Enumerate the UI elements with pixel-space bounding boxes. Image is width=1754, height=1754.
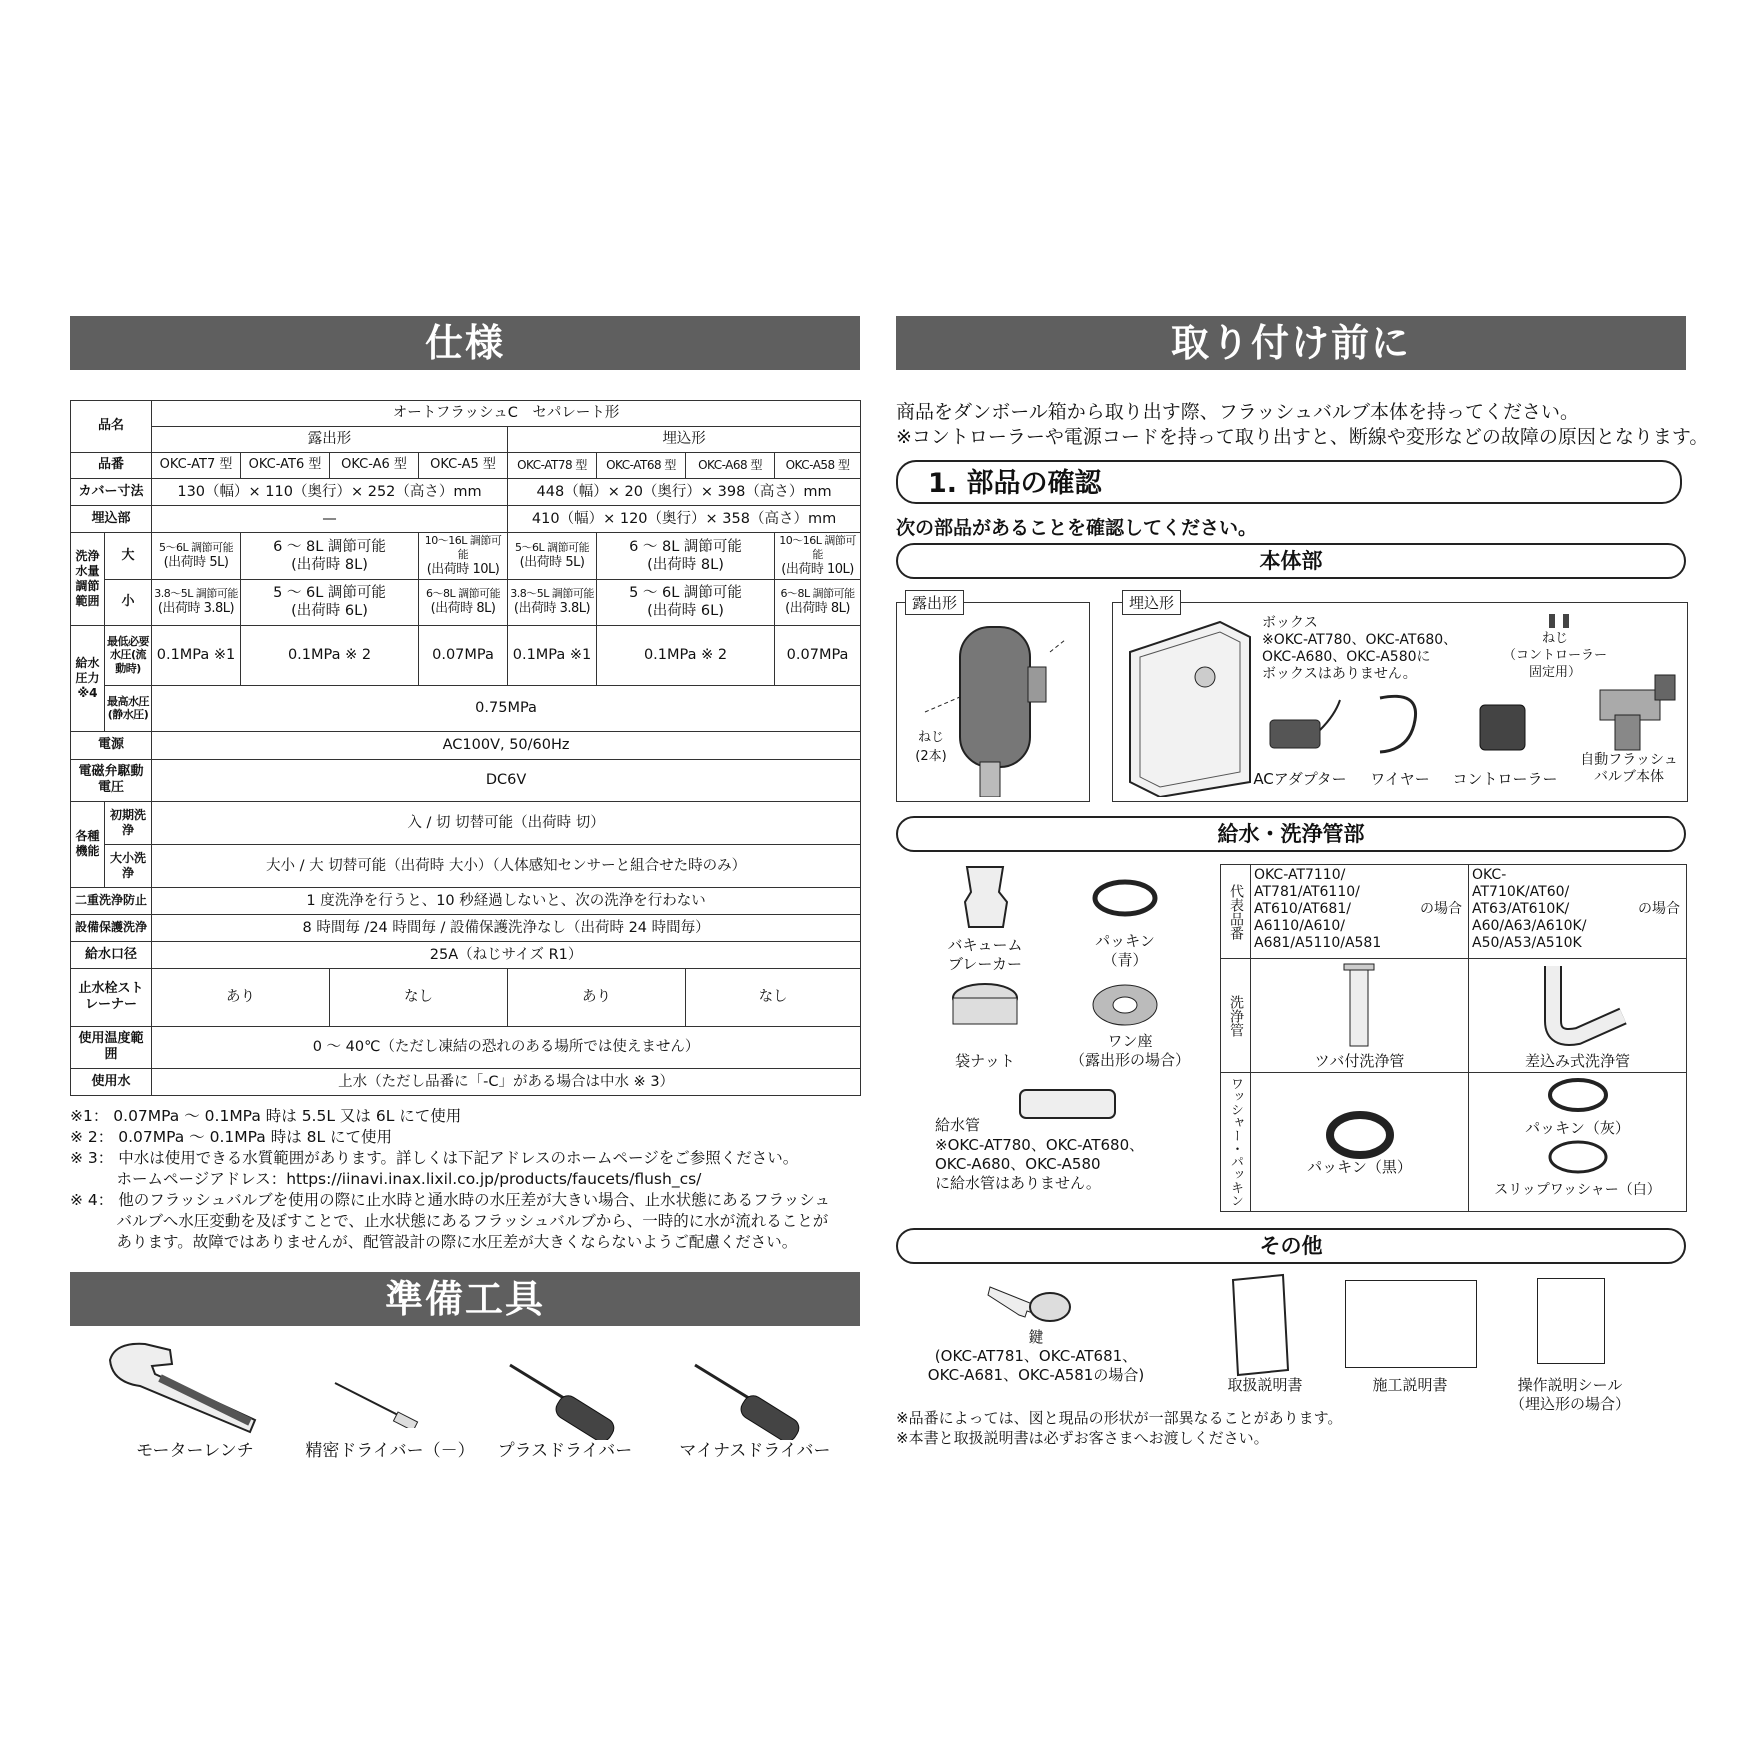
other-header: その他 (896, 1228, 1686, 1264)
model-cell: OKC-A68 型 (686, 453, 775, 479)
rep-models-b: OKC- AT710K/AT60/ AT63/AT610K/ A60/A63/A610K/ A50/A53/A510K (1472, 867, 1587, 951)
large-c-ship: (出荷時 10L) (781, 561, 854, 577)
small-a: 3.8～5L 調節可能 (154, 587, 238, 601)
temp-label: 使用温度範囲 (71, 1026, 152, 1068)
embedded-tag: 埋込形 (1122, 590, 1181, 615)
strainer-value: あり (152, 968, 330, 1026)
small-label: 小 (105, 579, 152, 625)
cover-label: カバー寸法 (71, 479, 152, 506)
protect-label: 設備保護洗浄 (71, 914, 152, 941)
note-line: ※ 3： 中水は使用できる水質範囲があります。詳しくは下記アドレスのホームページをご参照ください。 (70, 1149, 799, 1167)
manual-icon (1228, 1270, 1298, 1380)
pipe-table (1220, 864, 1687, 1212)
inlet: 25A（ねじサイズ R1） (152, 941, 861, 968)
manual-label: 取扱説明書 (1227, 1376, 1303, 1394)
double: 1 度洗浄を行うと、10 秒経過しないと、次の洗浄を行わない (152, 887, 861, 914)
controller-label: コントローラー (1452, 770, 1558, 788)
spec-notes (70, 1106, 870, 1253)
model-cell: OKC-AT68 型 (597, 453, 686, 479)
wan-seat-label: ワン座 （露出形の場合） (1069, 1032, 1190, 1069)
small-c-ship: (出荷時 8L) (785, 601, 850, 616)
strainer-value: あり (508, 968, 686, 1026)
note-line: ホームページアドレス：https://iinavi.inax.lixil.co.jp/products/faucets/flush_cs/ (70, 1170, 702, 1188)
large-c-ship: (出荷時 10L) (426, 561, 500, 577)
embed-exposed: — (152, 506, 508, 533)
note-line: ※ 4： 他のフラッシュバルブを使用の際に止水時と通水時の水圧差が大きい場合、止水状態にあるフラッシュ (70, 1191, 830, 1209)
inlet-label: 給水口径 (71, 941, 152, 968)
strainer-value: なし (330, 968, 508, 1026)
install-manual-icon (1345, 1280, 1477, 1368)
flush-pipe-label: 洗浄管 (1221, 959, 1251, 1073)
model-cell: OKC-A5 型 (419, 453, 508, 479)
slip-washer-label: スリップワッシャー（白） (1494, 1182, 1661, 1198)
bag-nut-icon (948, 980, 1023, 1035)
flathead-screwdriver-icon (690, 1360, 820, 1440)
pressure-value: 0.1MPa ※ 2 (241, 625, 419, 685)
wan-seat-icon (1090, 980, 1160, 1030)
power-label: 電源 (71, 731, 152, 759)
embedded-type: 埋込形 (508, 427, 861, 453)
black-packing-label: パッキン（黒） (1307, 1158, 1412, 1176)
model-cell: OKC-AT7 型 (152, 453, 241, 479)
large-a-ship: (出荷時 5L) (519, 554, 585, 570)
cover-exposed: 130（幅）× 110（奥行）× 252（高さ）mm (152, 479, 508, 506)
key-icon (985, 1275, 1075, 1325)
pressure-label: 給水圧力※4 (71, 625, 105, 731)
max-pressure: 0.75MPa (152, 685, 861, 731)
supply-pipe-note: ※OKC-AT780、OKC-AT680、 OKC-A680、OKC-A580 に給水管はありません。 (935, 1136, 1145, 1192)
slip-washer-icon (1538, 1137, 1618, 1177)
monkey-wrench-icon (100, 1330, 270, 1440)
pressure-value: 0.07MPa (775, 625, 861, 685)
wire-icon (1370, 690, 1430, 760)
bag-nut-label: 袋ナット (955, 1052, 1015, 1070)
small-b: 5 ～ 6L 調節可能 (273, 585, 386, 602)
blue-packing-label: パッキン （青） (1095, 932, 1155, 969)
pressure-value: 0.1MPa ※1 (508, 625, 597, 685)
supply-pipe-label: 給水管 (935, 1116, 981, 1134)
pipe-part-header: 給水・洗浄管部 (896, 816, 1686, 852)
pressure-value: 0.1MPa ※ 2 (597, 625, 775, 685)
model-cell: OKC-AT6 型 (241, 453, 330, 479)
double-label: 二重洗浄防止 (71, 887, 152, 914)
vacuum-breaker-label: バキューム ブレーカー (947, 936, 1023, 973)
spec-table (70, 400, 861, 1096)
model-label: 品番 (71, 453, 152, 479)
intro-line: 商品をダンボール箱から取り出す際、フラッシュバルブ本体を持ってください。 (896, 401, 1580, 423)
exposed-type: 露出形 (152, 427, 508, 453)
exposed-tag: 露出形 (905, 590, 964, 615)
body-part-header: 本体部 (896, 543, 1686, 579)
temp: 0 ～ 40℃（ただし凍結の恐れのある場所では使えません） (152, 1026, 861, 1068)
flush-label: 洗浄水量調節範囲 (71, 533, 105, 626)
ac-adapter-label: ACアダプター (1253, 770, 1347, 788)
large-c: 10～16L 調節可能 (424, 534, 502, 561)
embed-embedded: 410（幅）× 120（奥行）× 358（高さ）mm (508, 506, 861, 533)
lsflush-label: 大小洗浄 (105, 844, 152, 887)
large-a: 5～6L 調節可能 (514, 540, 590, 554)
spec-title: 仕様 (70, 316, 860, 370)
lsflush: 大小 / 大 切替可能（出荷時 大小）（人体感知センサーと組合せた時のみ） (152, 844, 861, 887)
insert-pipe-label: 差込み式洗浄管 (1524, 1052, 1630, 1070)
model-cell: OKC-A6 型 (330, 453, 419, 479)
rep-models-a: OKC-AT7110/ AT781/AT6110/ AT610/AT681/ A6110/A610/ A681/A5110/A581 (1254, 867, 1382, 951)
initial: 入 / 切 切替可能（出荷時 切） (152, 801, 861, 844)
embedded-box-icon (1120, 612, 1255, 797)
controller-icon (1475, 700, 1535, 755)
intro-line: ※コントローラーや電源コードを持って取り出すと、断線や変形などの故障の原因となります。 (896, 426, 1709, 448)
before-install-title: 取り付け前に (896, 316, 1686, 370)
small-c: 6～8L 調節可能 (425, 587, 501, 601)
sticker-icon (1537, 1278, 1605, 1364)
exposed-unit-icon (900, 612, 1080, 797)
flush-valve-icon (1585, 670, 1680, 755)
model-cell: OKC-AT78 型 (508, 453, 597, 479)
tool-label: モーターレンチ (136, 1441, 254, 1461)
screw-label: ねじ (2本) (915, 730, 947, 764)
large-b: 6 ～ 8L 調節可能 (629, 538, 742, 555)
min-pressure-label: 最低必要水圧(流動時) (105, 625, 152, 685)
ac-adapter-icon (1265, 695, 1345, 755)
tool-label: マイナスドライバー (679, 1441, 831, 1461)
flange-pipe-label: ツバ付洗浄管 (1314, 1052, 1405, 1070)
strainer-label: 止水栓ストレーナー (71, 968, 152, 1026)
note-line: ※1： 0.07MPa ～ 0.1MPa 時は 5.5L 又は 6L にて使用 (70, 1107, 462, 1125)
box-note: ボックス ※OKC-AT780、OKC-AT680、 OKC-A680、OKC-A580に ボックスはありません。 (1262, 615, 1458, 682)
cover-embedded: 448（幅）× 20（奥行）× 398（高さ）mm (508, 479, 861, 506)
vacuum-breaker-icon (955, 862, 1015, 932)
small-b-ship: (出荷時 6L) (291, 603, 368, 620)
small-a-ship: (出荷時 3.8L) (513, 601, 591, 616)
confirm-text: 次の部品があることを確認してください。 (896, 517, 1258, 539)
phillips-screwdriver-icon (505, 1360, 635, 1440)
large-a: 5～6L 調節可能 (158, 540, 234, 554)
washer-label: ワッシャー・パッキン (1221, 1073, 1251, 1212)
wire-label: ワイヤー (1370, 770, 1430, 788)
case-text: の場合 (1638, 901, 1680, 917)
footnote: ※品番によっては、図と現品の形状が一部異なることがあります。 (896, 1409, 1343, 1427)
note-line: あります。故障ではありませんが、配管設計の際に水圧差が大きくならないようご配慮ください。 (70, 1233, 798, 1251)
gray-packing-label: パッキン（灰） (1525, 1119, 1630, 1137)
footnotes (896, 1408, 1342, 1448)
small-a: 3.8～5L 調節可能 (510, 587, 594, 601)
note-line: ※ 2： 0.07MPa ～ 0.1MPa 時は 8L にて使用 (70, 1128, 393, 1146)
valve-body-label: 自動フラッシュ バルブ本体 (1580, 752, 1678, 785)
solenoid: DC6V (152, 759, 861, 801)
install-manual-label: 施工説明書 (1372, 1376, 1448, 1394)
footnote: ※本書と取扱説明書は必ずお客さまへお渡しください。 (896, 1429, 1269, 1447)
note-line: バルブへ水圧変動を及ぼすことで、止水状態にあるフラッシュバルブから、一時的に水が流れることが (70, 1212, 829, 1230)
large-label: 大 (105, 533, 152, 580)
initial-label: 初期洗浄 (105, 801, 152, 844)
large-b-ship: (出荷時 8L) (647, 556, 724, 573)
product-name-label: 品名 (71, 401, 152, 453)
water-label: 使用水 (71, 1068, 152, 1095)
product-name: オートフラッシュC セパレート形 (152, 401, 861, 427)
supply-pipe-icon (1010, 1082, 1130, 1127)
functions-label: 各種機能 (71, 801, 105, 887)
large-b: 6 ～ 8L 調節可能 (273, 538, 386, 555)
screw-icon (1545, 612, 1575, 632)
water: 上水（ただし品番に「-C」がある場合は中水 ※ 3） (152, 1068, 861, 1095)
tool-label: プラスドライバー (497, 1441, 633, 1461)
blue-packing-icon (1090, 878, 1160, 918)
small-b-ship: (出荷時 6L) (647, 603, 724, 620)
section-parts-check: 1. 部品の確認 (896, 460, 1682, 504)
power: AC100V, 50/60Hz (152, 731, 861, 759)
insert-pipe-icon (1523, 961, 1633, 1051)
small-a-ship: (出荷時 3.8L) (157, 601, 235, 616)
protect: 8 時間毎 /24 時間毎 / 設備保護洗浄なし（出荷時 24 時間毎） (152, 914, 861, 941)
sticker-label: 操作説明シール （埋込形の場合） (1509, 1376, 1630, 1413)
rep-label: 代表品番 (1221, 865, 1251, 959)
case-text: の場合 (1420, 901, 1462, 917)
gray-packing-icon (1538, 1075, 1618, 1115)
controller-screw-label: ねじ （コントローラー 固定用） (1502, 631, 1607, 680)
large-a-ship: (出荷時 5L) (163, 554, 229, 570)
tools-title: 準備工具 (70, 1272, 860, 1326)
precision-screwdriver-icon (330, 1378, 430, 1428)
model-cell: OKC-A58 型 (775, 453, 861, 479)
embed-label: 埋込部 (71, 506, 152, 533)
flange-pipe-icon (1330, 961, 1390, 1051)
small-c-ship: (出荷時 8L) (430, 601, 496, 616)
intro-text (896, 400, 1708, 450)
small-b: 5 ～ 6L 調節可能 (629, 585, 742, 602)
black-packing-icon (1320, 1105, 1400, 1165)
pressure-value: 0.1MPa ※1 (152, 625, 241, 685)
strainer-value: なし (686, 968, 861, 1026)
key-label: 鍵 (OKC-AT781、OKC-AT681、 OKC-A681、OKC-A581の場合) (927, 1328, 1145, 1384)
small-c: 6～8L 調節可能 (780, 587, 855, 601)
large-b-ship: (出荷時 8L) (291, 556, 368, 573)
solenoid-label: 電磁弁駆動電圧 (71, 759, 152, 801)
large-c: 10～16L 調節可能 (779, 534, 856, 561)
pressure-value: 0.07MPa (419, 625, 508, 685)
tool-label: 精密ドライバー（－） (305, 1441, 475, 1461)
max-pressure-label: 最高水圧(静水圧) (105, 685, 152, 731)
